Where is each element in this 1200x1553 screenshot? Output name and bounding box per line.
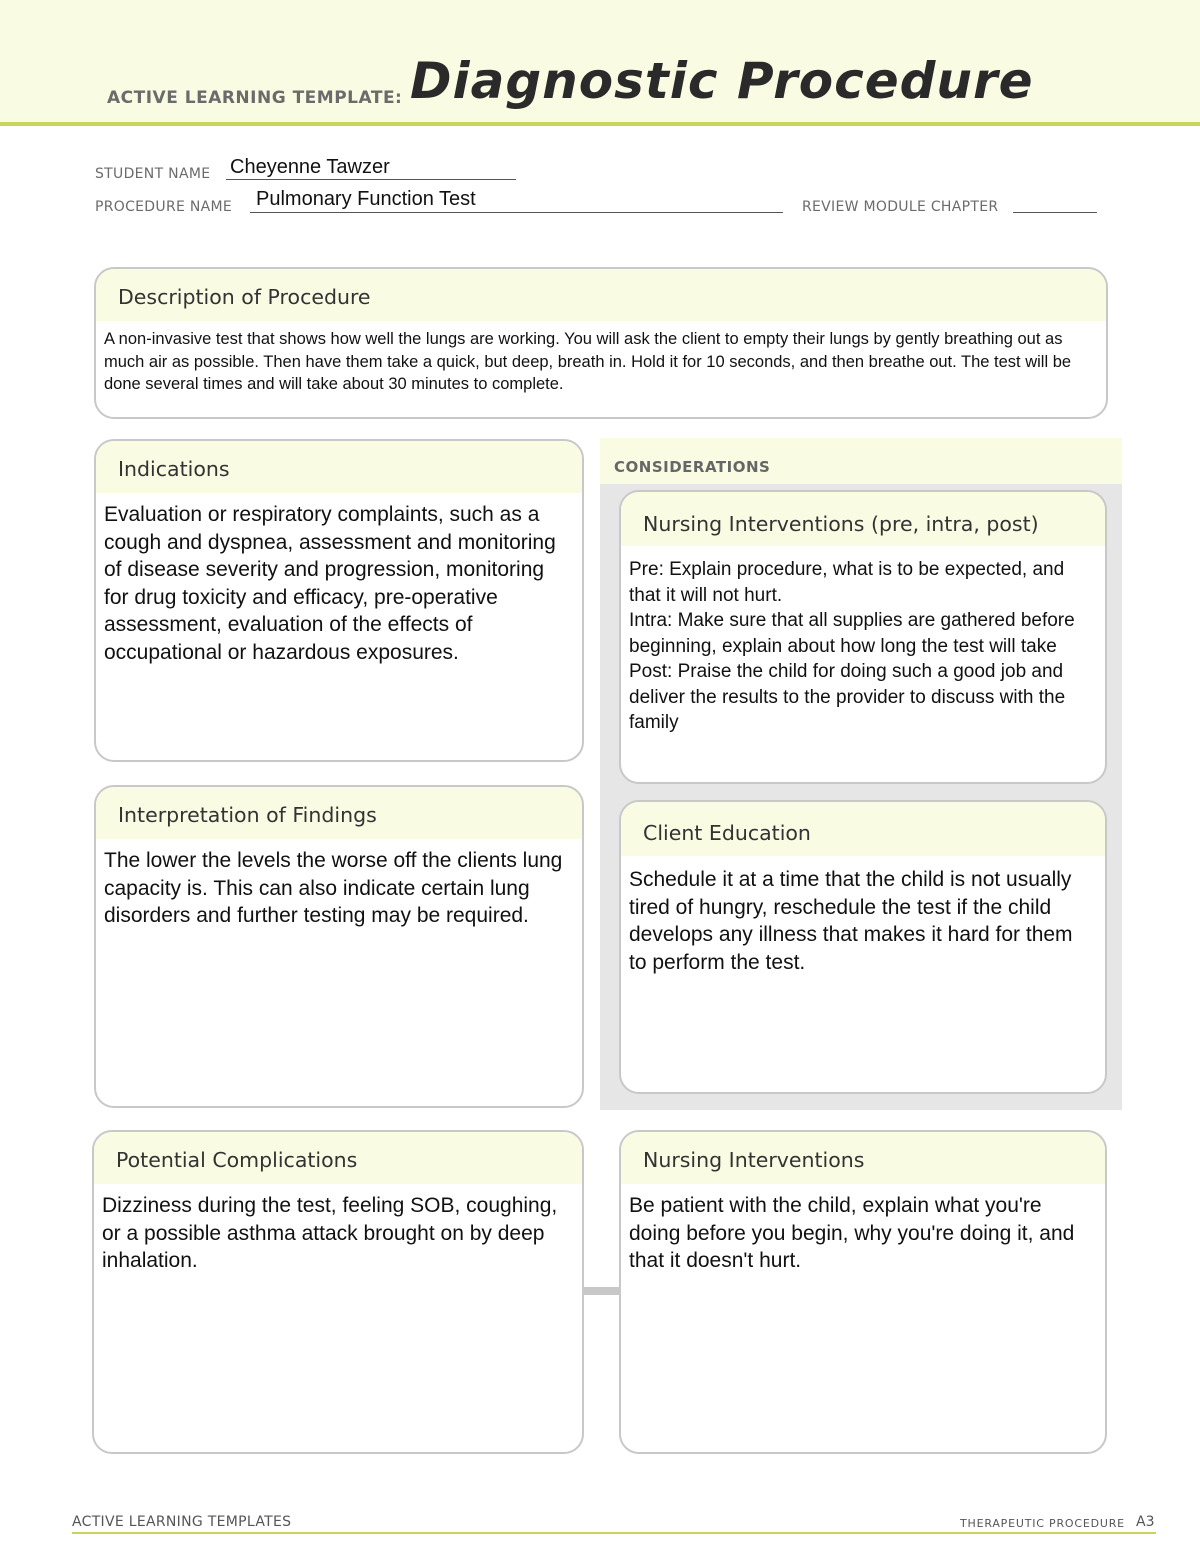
client-education-box [619,800,1107,1094]
nursing-interventions-pre-intra-post-title: Nursing Interventions (pre, intra, post) [621,492,1105,546]
nursing-interventions-text[interactable]: Be patient with the child, explain what you're doing before you begin, why you're doing it, and that it doesn't hurt. [629,1194,1075,1272]
header-divider [0,122,1200,126]
indications-title: Indications [96,441,582,493]
page-number: A3 [1136,1514,1155,1530]
client-education-title: Client Education [621,802,1105,856]
complications-title: Potential Complications [94,1132,582,1184]
student-name-field[interactable]: Cheyenne Tawzer [230,156,390,178]
nursing-interventions-pre-intra-post-box [619,490,1107,784]
footer-divider [72,1532,1156,1534]
complications-text[interactable]: Dizziness during the test, feeling SOB, coughing, or a possible asthma attack brought on by deep inhalation. [102,1194,558,1272]
footer-left: ACTIVE LEARNING TEMPLATES [72,1514,292,1530]
complications-box [92,1130,584,1454]
template-label: ACTIVE LEARNING TEMPLATE: [107,88,403,108]
interpretation-title: Interpretation of Findings [96,787,582,839]
procedure-name-label: PROCEDURE NAME [95,199,233,215]
description-title: Description of Procedure [96,269,1106,321]
indications-text[interactable]: Evaluation or respiratory complaints, such as a cough and dyspnea, assessment and monitoring of disease severity and progression, monitoring for drug toxicity and efficacy, pre-operative assessment, evaluation of the effects of occupational or hazardous exposures. [104,503,556,664]
nursing-interventions-box [619,1130,1107,1454]
box-connector [582,1287,622,1295]
page-title: Diagnostic Procedure [410,52,1034,110]
review-module-field[interactable] [1013,196,1097,213]
interpretation-text[interactable]: The lower the levels the worse off the clients lung capacity is. This can also indicate certain lung disorders and further testing may be required. [104,849,563,927]
nursing-interventions-pre-intra-post-text[interactable]: Pre: Explain procedure, what is to be expected, and that it will not hurt. Intra: Make sure that all supplies are gathered before beginning, explain about how long the test will take Post: Praise the child for doing such a good job and deliver the results to the provider to discuss with the family [629,559,1075,733]
client-education-text[interactable]: Schedule it at a time that the child is not usually tired of hungry, reschedule the test if the child develops any illness that makes it hard for them to perform the test. [629,868,1073,974]
procedure-name-field[interactable]: Pulmonary Function Test [256,188,476,210]
nursing-interventions-title: Nursing Interventions [621,1132,1105,1184]
footer-right: THERAPEUTIC PROCEDURE [960,1517,1125,1530]
student-name-label: STUDENT NAME [95,166,211,182]
indications-box [94,439,584,762]
description-text[interactable]: A non-invasive test that shows how well the lungs are working. You will ask the client to empty their lungs by gently breathing out as much air as possible. Then have them take a quick, but deep, breath in. Hold it for 10 seconds, and then breathe out. The test will be done several times and will take about 30 minutes to complete. [104,330,1072,393]
interpretation-box [94,785,584,1108]
description-box [94,267,1108,419]
review-module-label: REVIEW MODULE CHAPTER [802,199,999,215]
considerations-label: CONSIDERATIONS [614,458,771,476]
